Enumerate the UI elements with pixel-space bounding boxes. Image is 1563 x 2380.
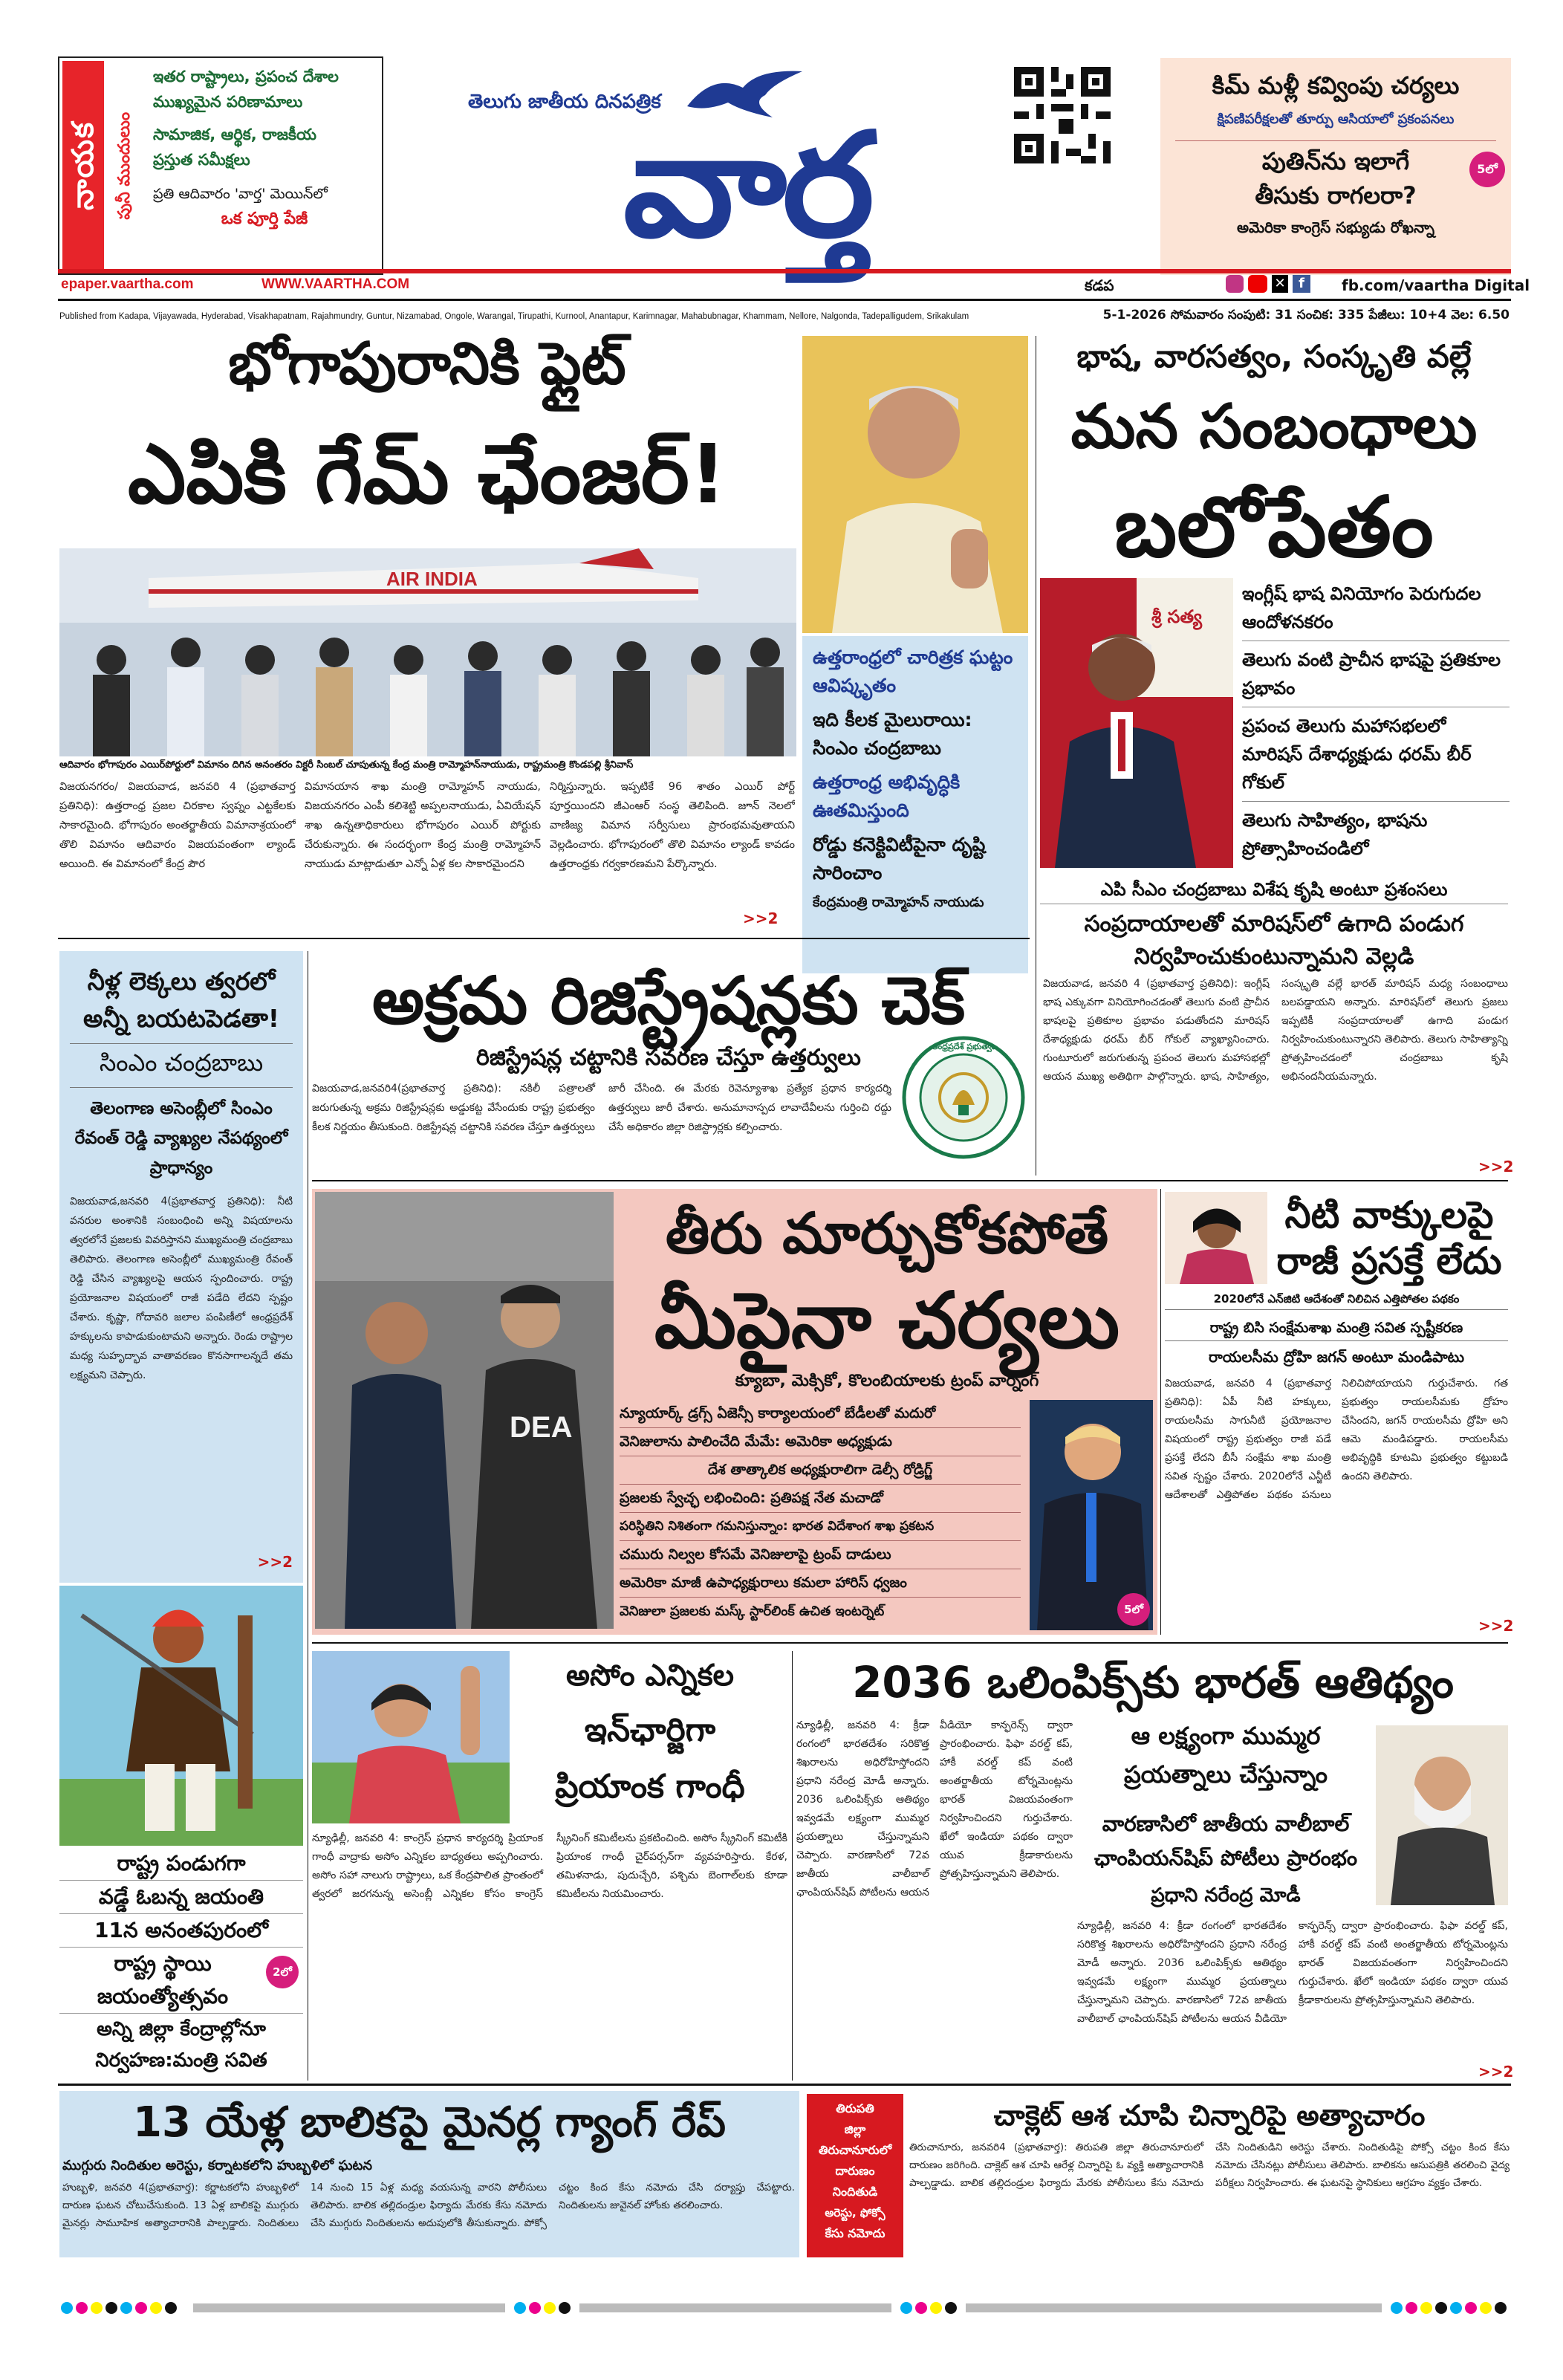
- obanna-illustration: [59, 1586, 303, 1846]
- promo-vertical-label: నాయక: [66, 121, 100, 210]
- masthead-red-bar: [58, 269, 1511, 273]
- olympics-sub-1: ఆ లక్ష్యంగా ముమ్మర ప్రయత్నాలు చేస్తున్నాం: [1123, 1722, 1328, 1789]
- sidebar-item: ఉత్తరాంధ్ర అభివృద్ధికి ఊతమిస్తుంది: [813, 771, 961, 821]
- top-right-teaser[interactable]: [1160, 58, 1511, 275]
- bullet-item: వెనిజులా ప్రజలకు మస్క్ స్టార్‌లింక్ ఉచిత ఇంటర్నెట్: [620, 1604, 885, 1619]
- seal-label: ఆంధ్రప్రదేశ్ ప్రభుత్వం: [931, 1042, 996, 1051]
- festival-box: [59, 1847, 303, 2085]
- mauritius-kicker: భాష, వారసత్వం, సంస్కృతి వల్లే: [1076, 338, 1472, 374]
- river-headline-2: రాజీ ప్రసక్తే లేదు: [1276, 1239, 1502, 1283]
- x-icon[interactable]: ✕: [1272, 275, 1288, 293]
- festival-line-3: 11న అనంతపురంలో: [59, 1914, 303, 1948]
- priyanka-photo: [312, 1651, 510, 1823]
- plane-livery-text: AIR INDIA: [386, 568, 478, 590]
- mauritius-bullets: [1242, 580, 1510, 867]
- festival-line-2: వడ్డే ఓబన్న జయంతి: [59, 1881, 303, 1914]
- river-sub-1: 2020లోనే ఎన్‌జిటి ఆదేశంతో నిలిచిన ఎత్తిపోతల పథకం: [1165, 1288, 1508, 1310]
- teaser-headline-2: పుతిన్‌ను ఇలాగే: [1261, 147, 1410, 175]
- water-sub: తెలంగాణ అసెంబ్లీలో సింఎం రేవంత్ రెడ్డి వ్యాఖ్యల నేపథ్యంలో ప్రాధాన్యం: [74, 1099, 288, 1178]
- olympics-sub-2: వారణాసిలో జాతీయ వాలీబాల్ ఛాంపియన్‌షిప్ పోటీలు ప్రారంభం: [1094, 1812, 1358, 1870]
- tagline: తెలుగు జాతీయ దినపత్రిక: [468, 91, 661, 113]
- lead-photo: [59, 548, 796, 756]
- maduro-photo: [315, 1192, 614, 1629]
- trump-headline-2: మీపైనా చర్యలు: [654, 1275, 1120, 1366]
- bullet-item: తెలుగు సాహిత్యం, భాషను ప్రోత్సాహించండిలో: [1242, 810, 1428, 859]
- bullet-item: ప్రజలకు స్వేచ్ఛ లభించింది: ప్రతిపక్ష నేత మచాడో: [620, 1485, 1021, 1513]
- mauritius-photo: [1040, 578, 1233, 868]
- tirupati-line: దారుణం: [835, 2164, 875, 2178]
- section-rule: [58, 2084, 1511, 2086]
- youtube-icon[interactable]: [1248, 275, 1267, 293]
- registrations-headline: అక్రమ రిజిస్ట్రేషన్లకు చెక్: [371, 962, 966, 1039]
- olympics-headline: 2036 ఒలింపిక్స్‌కు భారత్ ఆతిథ్యం: [852, 1657, 1454, 1708]
- water-box: [59, 951, 303, 1583]
- cm-photo: [802, 336, 1028, 633]
- mauritius-headline-2: బలోపేతం: [1114, 479, 1434, 576]
- trump-sub: క్యూబా, మెక్సికో, కొలంబియాలకు ట్రంప్ వార్నింగ్: [735, 1372, 1039, 1390]
- river-more-link[interactable]: >>2: [1478, 1617, 1514, 1635]
- promo-line: సామాజిక, ఆర్థిక, రాజకీయ: [153, 126, 317, 143]
- olympics-body-left: న్యూఢిల్లీ, జనవరి 4: క్రీడా రంగంలో భారతదేశం సరికొత్త శిఖరాలను అధిరోహిస్తోందని ప్రధాని నరేంద్ర మోడీ అన్నారు. 2036 ఒలింపిక్స్‌కు ఆతిథ్యం ఇవ్వడమే లక్ష్యంగా ముమ్మర ప్రయత్నాలు చేస్తున్నామని చెప్పారు. వారణాసిలో 72వ జాతీయ వాలీబాల్ ఛాంపియన్‌షిప్ పోటీలను ఆయన వీడియో కాన్ఫరెన్స్ ద్వారా ప్రారంభించారు. ఫిఫా వరల్డ్ కప్, హాకీ వరల్డ్ కప్ వంటి అంతర్జాతీయ టోర్నమెంట్లను భారత్ విజయవంతంగా నిర్వహించిందని గుర్తుచేశారు. ఖేలో ఇండియా పథకం ద్వారా యువ క్రీడాకారులను ప్రోత్సహిస్తున్నామని తెలిపారు.: [796, 1719, 1073, 1899]
- mauritius-body: విజయవాడ, జనవరి 4 (ప్రభాతవార్త ప్రతినిధి): ఇంగ్లీష్ భాష ఎక్కువగా వినియోగించడంతో తెలుగు వంటి ప్రాచీన భాషలపై ప్రతికూల ప్రభావం పడుతోందని మారిషస్ దేశాధ్యక్షుడు ధరమ్ బీర్ గోకుల్ వ్యాఖ్యానించారు. గుంటూరులో జరుగుతున్న ప్రపంచ తెలుగు మహాసభల్లో ఆయన ముఖ్య అతిథిగా పాల్గొన్నారు. భాష, సాహిత్యం, సంస్కృతి వల్లే భారత్ మారిషస్ మధ్య సంబంధాలు బలపడ్డాయని అన్నారు. మారిషస్‌లో తెలుగు ప్రజలు ఇప్పటికీ సంప్రదాయాలతో ఉగాది పండుగ నిర్వహించుకుంటున్నారని తెలిపారు. తెలుగు సాహిత్యాన్ని ప్రోత్సహించడంలో చంద్రబాబు కృషి అభినందనీయమన్నారు.: [1043, 978, 1508, 1083]
- promo-line: ప్రతి ఆదివారం 'వార్త' మెయిన్‌లో: [153, 186, 328, 202]
- festival-line-4: రాష్ట్ర స్థాయి జయంత్యోత్సవం: [59, 1948, 303, 2014]
- city-label: కడప: [1085, 276, 1114, 294]
- savitha-photo: [1165, 1192, 1267, 1284]
- modi-photo: [1376, 1725, 1508, 1905]
- tirupati-line: నిందితుడి: [832, 2185, 878, 2199]
- registrations-sub: రిజిస్ట్రేషన్ల చట్టానికి సవరణ చేస్తూ ఉత్తర్వులు: [476, 1045, 861, 1071]
- priyanka-headline-3: ప్రియాంక గాంధీ: [555, 1768, 745, 1806]
- cm-sidebar: [802, 636, 1028, 973]
- bullet-item: న్యూయార్క్ డ్రగ్స్ ఏజెన్సీ కార్యాలయంలో బేడీలతో మదురో: [620, 1400, 1021, 1428]
- mauritius-headline-1: మన సంబంధాలు: [1070, 392, 1478, 462]
- date-line: 5-1-2026 సోమవారం సంపుటి: 31 సంచిక: 335 పేజీలు: 10+4 వెల: 6.50: [1102, 308, 1510, 322]
- promo-box: [58, 56, 383, 275]
- priyanka-headline-1: అసోం ఎన్నికల: [566, 1658, 734, 1693]
- registrations-body: విజయవాడ,జనవరి4(ప్రభాతవార్త ప్రతినిధి): నకిలీ పత్రాలతో జరుగుతున్న అక్రమ రిజిస్ట్రేషన్లకు అడ్డుకట్ట వేసేందుకు రాష్ట్ర ప్రభుత్వం కీలక నిర్ణయం తీసుకుంది. రిజిస్ట్రేషన్ల చట్టానికి సవరణ చేస్తూ ఉత్తర్వులు జారీ చేసింది. ఈ మేరకు రెవెన్యూశాఖ ప్రత్యేక ప్రధాన కార్యదర్శి ఉత్తర్వులు జారీ చేశారు. అనుమానాస్పద లావాదేవీలను గుర్తించి రద్దు చేసే అధికారం జిల్లా రిజిస్ట్రార్లకు కల్పించారు.: [312, 1083, 891, 1133]
- gang-rape-sub: ముగ్గురు నిందితుల అరెస్టు, కర్నాటకలోని హుబ్బళిలో ఘటన: [62, 2158, 373, 2173]
- tirupati-line: అరెస్టు, ఫోక్సో: [825, 2206, 886, 2220]
- gang-rape-headline: 13 యేళ్ల బాలికపై మైనర్ల గ్యాంగ్ రేప్: [133, 2098, 726, 2147]
- lead-body-col-1: విజయనగరం/ విజయవాడ, జనవరి 4 (ప్రభాతవార్త ప్రతినిధి): ఉత్తరాంధ్ర ప్రజల చిరకాల స్వప్నం ఎట్టకేలకు సాకారమైంది. భోగాపురం అంతర్జాతీయ విమానాశ్రయంలో తొలి విమానం ఆదివారం విజయవంతంగా ల్యాండ్ అయింది. ఈ విమానంలో కేంద్ర పౌర: [59, 781, 296, 870]
- water-byline: సింఎం చంద్రబాబు: [70, 1043, 293, 1088]
- bullet-item: వెనిజులాను పాలించేది మేమే: అమెరికా అధ్యక్షుడు: [620, 1428, 1021, 1456]
- masthead-bottom-rule: [58, 299, 1511, 301]
- teaser-headline-3: తీసుకు రాగలరా?: [1255, 181, 1417, 210]
- page-badge[interactable]: 2లో: [266, 1956, 299, 1988]
- promo-line: ఒక పూర్తి పేజీ: [221, 210, 308, 228]
- teaser-headline-1: కిమ్ మళ్లీ కవ్వింపు చర్యలు: [1212, 71, 1460, 100]
- sidebar-item: ఉత్తరాంధ్రలో చారిత్రక ఘట్టం ఆవిష్కృతం: [813, 646, 1013, 696]
- promo-line: ప్రస్తుత సమీక్షలు: [153, 151, 250, 169]
- column-divider: [792, 1651, 793, 2081]
- bullet-item: దేశ తాత్కాలిక అధ్యక్షురాలిగా డెల్సీ రోడ్రిగ్జ్: [620, 1456, 1021, 1485]
- social-icons[interactable]: [1226, 275, 1345, 294]
- priyanka-headline-2: ఇన్‌ఛార్జిగా: [584, 1711, 716, 1749]
- mauritius-bullet-wide: ఎపి సీఎం చంద్రబాబు విశేష కృషి అంటూ ప్రశంసలు: [1040, 875, 1508, 904]
- banner-text: శ్రీ సత్య: [1151, 606, 1202, 627]
- tirupati-line: తిరుపతి: [836, 2101, 874, 2115]
- water-more-link[interactable]: >>2: [257, 1553, 293, 1571]
- page-badge[interactable]: 5లో: [1117, 1593, 1150, 1626]
- bullet-item: ఇంగ్లీష్ భాష వినియోగం పెరుగుదల ఆందోళనకరం: [1242, 580, 1510, 641]
- river-sub-2: రాష్ట్ర బిసి సంక్షేమశాఖ మంత్రి సవిత స్పష్టీకరణ: [1165, 1315, 1508, 1341]
- epaper-link[interactable]: epaper.vaartha.com: [61, 276, 194, 292]
- print-registration-strip: [59, 2300, 1508, 2315]
- page-badge[interactable]: 5లో: [1469, 152, 1505, 187]
- instagram-icon[interactable]: [1226, 275, 1244, 293]
- trump-photo: [1030, 1400, 1153, 1630]
- priyanka-body: న్యూఢిల్లీ, జనవరి 4: కాంగ్రెస్ ప్రధాన కార్యదర్శి ప్రియాంక గాంధీ వాద్రాకు అసోం ఎన్నికల బాధ్యతలు అప్పగించారు. అసోం సహా నాలుగు రాష్ట్రాలు, ఒక కేంద్రపాలిత ప్రాంతంలో త్వరలో జరగనున్న అసెంబ్లీ ఎన్నికల కోసం కాంగ్రెస్ స్క్రీనింగ్ కమిటీలను ప్రకటించింది. అసోం స్క్రీనింగ్ కమిటీకి ప్రియాంక గాంధీ చైర్‌పర్సన్‌గా వ్యవహరిస్తారు. కేరళ, తమిళనాడు, పుదుచ్చేరి, పశ్చిమ బెంగాల్‌లకు కూడా కమిటీలను నియమించారు.: [312, 1832, 787, 1900]
- promo-line: ముఖ్యమైన పరిణామాలు: [153, 93, 303, 111]
- tirupati-line: కేసు నమోదు: [825, 2226, 886, 2240]
- bullet-item: ప్రపంచ తెలుగు మహాసభలలో మారిషస్ దేశాధ్యక్షుడు ధరమ్ బీర్ గోకుల్: [1242, 707, 1510, 802]
- tirupati-body: తిరుచానూరు, జనవరి4 (ప్రభాతవార్త): తిరుపతి జిల్లా తిరుచానూరులో దారుణం జరిగింది. చాక్లెట్ ఆశ చూపి ఆరేళ్ల చిన్నారిపై ఓ వ్యక్తి అత్యాచారానికి పాల్పడ్డాడు. బాలిక తల్లిదండ్రుల ఫిర్యాదు మేరకు పోలీసులు కేసు నమోదు చేసి నిందితుడిని అరెస్టు చేశారు. నిందితుడిపై పోక్సో చట్టం కింద కేసు నమోదు చేసినట్లు పోలీసులు తెలిపారు. బాలికను ఆసుపత్రికి తరలించి వైద్య పరీక్షలు నిర్వహించారు. ఈ ఘటనపై స్థానికులు ఆగ్రహం వ్యక్తం చేశారు.: [909, 2141, 1510, 2189]
- lead-more-link[interactable]: >>2: [743, 909, 779, 927]
- promo-vertical-label-2: పునీ ముందులుం: [115, 111, 134, 220]
- trump-bullets: [620, 1400, 1021, 1625]
- olympics-body-bottom: న్యూఢిల్లీ, జనవరి 4: క్రీడా రంగంలో భారతదేశం సరికొత్త శిఖరాలను అధిరోహిస్తోందని ప్రధాని నరేంద్ర మోడీ అన్నారు. 2036 ఒలింపిక్స్‌కు ఆతిథ్యం ఇవ్వడమే లక్ష్యంగా ముమ్మర ప్రయత్నాలు చేస్తున్నామని చెప్పారు. వారణాసిలో 72వ జాతీయ వాలీబాల్ ఛాంపియన్‌షిప్ పోటీలను ఆయన వీడియో కాన్ఫరెన్స్ ద్వారా ప్రారంభించారు. ఫిఫా వరల్డ్ కప్, హాకీ వరల్డ్ కప్ వంటి అంతర్జాతీయ టోర్నమెంట్లను భారత్ విజయవంతంగా నిర్వహించిందని గుర్తుచేశారు. ఖేలో ఇండియా పథకం ద్వారా యువ క్రీడాకారులను ప్రోత్సహిస్తున్నామని తెలిపారు.: [1077, 1920, 1508, 2025]
- bullet-item: తెలుగు వంటి ప్రాచీన భాషపై ప్రతికూల ప్రభావం: [1242, 641, 1510, 707]
- qr-code[interactable]: [1014, 67, 1111, 163]
- sidebar-item: రోడ్డు కనెక్టివిటీపైనా దృష్టి సారించాం: [813, 834, 986, 883]
- lead-photo-caption: ఆదివారం భోగాపురం ఎయిర్‌పోర్టులో విమానం దిగిన అనంతరం విక్టరీ సింబల్ చూపుతున్న కేంద్ర మంత్రి రామ్మోహన్‌నాయుడు, రాష్ట్రమంత్రి కొండపల్లి శ్రీనివాస్: [59, 759, 634, 771]
- lead-body-col-2: విమానయాన శాఖ మంత్రి రామ్మోహన్ నాయుడు, విజయనగరం ఎంపీ కలిశెట్టి అప్పలనాయుడు, ఏవియేషన్ శాఖ ఉన్నతాధికారులు భోగాపురం ఎయిర్ పోర్టుకు చేరుకున్నారు. ఈ సందర్భంగా కేంద్ర మంత్రి రామ్మోహన్ నాయుడు మాట్లాడుతూ ఎన్నో ఏళ్ల కల సాకారమైందని: [305, 781, 541, 870]
- olympics-more-link[interactable]: >>2: [1478, 2063, 1514, 2081]
- olympics-sub-3: ప్రధాని నరేంద్ర మోడీ: [1151, 1884, 1301, 1907]
- publish-line: Published from Kadapa, Vijayawada, Hyderabad, Visakhapatnam, Rajahmundry, Guntur, Nizamabad, Ongole, Warangal, Tirupathi, Kurnool, Anantapur, Karimnagar, Mahabubnagar, Khammam, Nellore, Nalgonda, Tadepalligudem, Srikakulam: [59, 312, 969, 321]
- mauritius-more-link[interactable]: >>2: [1478, 1158, 1514, 1176]
- bullet-item: చమురు నిల్వల కోసమే వెనిజులాపై ట్రంప్ దాడులు: [620, 1541, 1021, 1569]
- festival-line-1: రాష్ట్ర పండుగగా: [59, 1847, 303, 1881]
- bullet-item: అమెరికా మాజీ ఉపాధ్యక్షురాలు కమలా హారిస్ ధ్వజం: [620, 1569, 1021, 1598]
- column-divider: [1160, 1189, 1161, 1635]
- lead-headline: ఎపికి గేమ్ ఛేంజర్!: [127, 427, 727, 522]
- festival-line-5: అన్ని జిల్లా కేంద్రాల్లోనూ నిర్వహణ:మంత్రి సవిత: [95, 2018, 267, 2072]
- teaser-sub-1: క్షిపణిపరీక్షలతో తూర్పు ఆసియాలో ప్రకంపనలు: [1217, 111, 1455, 127]
- tirupati-box: [807, 2094, 903, 2257]
- sidebar-item: ఇది కీలక మైలురాయి: సింఎం చంద్రబాబు: [813, 709, 972, 759]
- lead-kicker: భోగాపురానికి ఫ్లైట్: [228, 331, 626, 398]
- trump-headline-1: తీరు మార్చుకోకపోతే: [665, 1200, 1109, 1266]
- river-sub-3: రాయలసీమ ద్రోహి జగన్ అంటూ మండిపాటు: [1208, 1348, 1465, 1366]
- tirupati-headline: చాక్లెట్ ఆశ చూపి చిన్నారిపై అత్యాచారం: [993, 2099, 1426, 2132]
- facebook-link[interactable]: fb.com/vaartha Digital: [1342, 276, 1530, 294]
- river-body: విజయవాడ, జనవరి 4 (ప్రభాతవార్త ప్రతినిధి): ఏపీ నీటి హక్కులు, రాయలసీమ సాగునీటి ప్రయోజనాల విషయంలో రాష్ట్ర ప్రభుత్వం రాజీ పడే ప్రసక్తే లేదని బీసీ సంక్షేమ శాఖ మంత్రి సవిత స్పష్టం చేశారు. 2020లోనే ఎన్జీటీ ఆదేశాలతో ఎత్తిపోతల పథకం పనులు నిలిచిపోయాయని గుర్తుచేశారు. గత ప్రభుత్వం రాయలసీమకు ద్రోహం చేసిందని, జగన్ రాయలసీమ ద్రోహి అని ఆమె మండిపడ్డారు. రాయలసీమ అభివృద్ధికి కూటమి ప్రభుత్వం కట్టుబడి ఉందని తెలిపారు.: [1165, 1378, 1508, 1501]
- mauritius-subhead: సంప్రదాయాలతో మారిషస్‌లో ఉగాది పండుగ నిర్వహించుకుంటున్నామని వెల్లడి: [1084, 911, 1464, 970]
- tirupati-line: జిల్లా: [844, 2122, 866, 2136]
- dea-vest-text: DEA: [510, 1411, 573, 1444]
- section-rule: [58, 938, 1030, 939]
- promo-line: ఇతర రాష్ట్రాలు, ప్రపంచ దేశాల: [153, 68, 339, 85]
- facebook-icon[interactable]: f: [1293, 275, 1310, 293]
- gang-rape-body: హుబ్బళి, జనవరి 4(ప్రభాతవార్త): కర్ణాటకలోని హుబ్బళిలో దారుణ ఘటన చోటుచేసుకుంది. 13 ఏళ్ల బాలికపై ముగ్గురు మైనర్లు సామూహిక అత్యాచారానికి పాల్పడ్డారు. నిందితులు 14 నుంచి 15 ఏళ్ల మధ్య వయసున్న వారని పోలీసులు తెలిపారు. బాలిక తల్లిదండ్రుల ఫిర్యాదు మేరకు కేసు నమోదు చేసి ముగ్గురు నిందితులను అదుపులోకి తీసుకున్నారు. పోక్సో చట్టం కింద కేసు నమోదు చేసి దర్యాప్తు చేపట్టారు. నిందితులను జువైనల్ హోంకు తరలించారు.: [62, 2182, 795, 2229]
- promo-vertical-banner: [62, 61, 146, 270]
- website-link[interactable]: WWW.VAARTHA.COM: [261, 276, 410, 292]
- ap-government-seal: [900, 1034, 1027, 1161]
- river-headline-1: నీటి వాక్కులపై: [1284, 1193, 1494, 1236]
- bullet-item: పరిస్థితిని నిశితంగా గమనిస్తున్నాం: భారత విదేశాంగ శాఖ ప్రకటన: [620, 1513, 1021, 1541]
- section-rule: [312, 1642, 1508, 1644]
- lead-body-col-3: నిర్మిస్తున్నారు. ఇప్పటికే 96 శాతం ఎయిర్ పోర్ట్ పూర్తయిందని జీఎంఆర్ సంస్థ తెలిపింది. జూన్ నెలలో వాణిజ్య విమాన సర్వీసులు ప్రారంభమవుతాయని వెల్లడించారు. భోగాపురంలో తొలి విమానం ల్యాండ్ కావడం ఉత్తరాంధ్రకు గర్వకారణమని పేర్కొన్నారు.: [550, 781, 795, 870]
- sidebar-item: కేంద్రమంత్రి రామ్మోహన్ నాయుడు: [813, 895, 984, 910]
- teaser-sub-2: అమెరికా కాంగ్రెస్ సభ్యుడు రోఖన్నా: [1236, 218, 1435, 236]
- water-body: విజయవాడ,జనవరి 4(ప్రభాతవార్త ప్రతినిధి): నీటి వనరుల అంశానికి సంబంధించి అన్ని విషయాలను త్వరలోనే ప్రజలకు వివరిస్తానని ముఖ్యమంత్రి చంద్రబాబు తెలిపారు. తెలంగాణ అసెంబ్లీలో ముఖ్యమంత్రి రేవంత్ రెడ్డి చేసిన వ్యాఖ్యలపై ఆయన స్పందించారు. రాష్ట్ర ప్రయోజనాల విషయంలో రాజీ పడేది లేదని స్పష్టం చేశారు. కృష్ణా, గోదావరి జలాల పంపిణీలో ఆంధ్రప్రదేశ్ హక్కులను కాపాడుకుంటామని అన్నారు. రెండు రాష్ట్రాల మధ్య సుహృద్భావ వాతావరణం కొనసాగాలన్నదే తమ లక్ష్యమని చెప్పారు.: [70, 1196, 293, 1381]
- masthead-title: వార్త: [623, 101, 871, 270]
- tirupati-line: తిరుచానూరులో: [818, 2143, 892, 2157]
- water-headline: నీళ్ల లెక్కలు త్వరలో అన్నీ బయటపెడతా!: [83, 967, 279, 1033]
- section-rule: [312, 1180, 1508, 1181]
